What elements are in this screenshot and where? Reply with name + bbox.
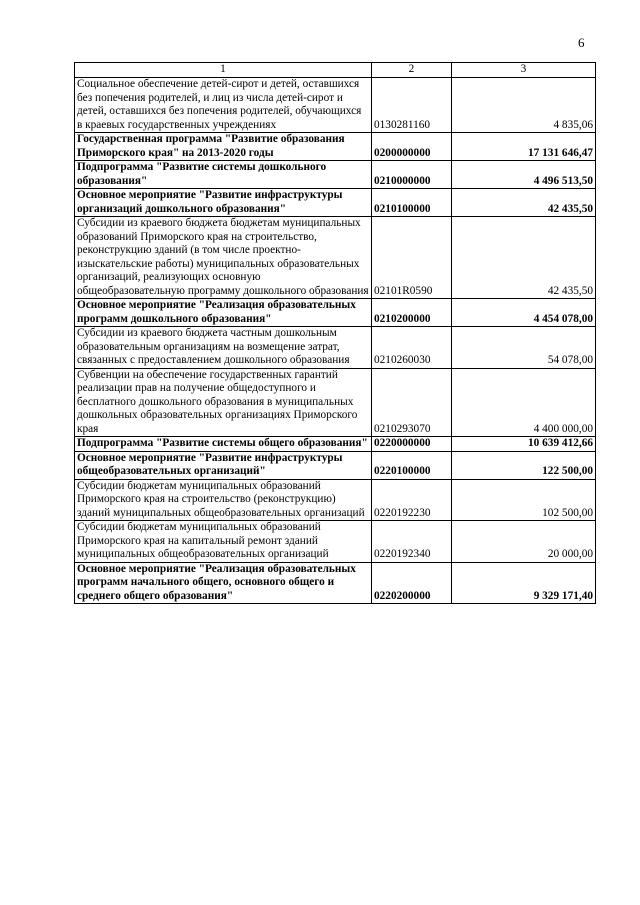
row-amount-cell: 4 496 513,50 (452, 161, 596, 189)
row-amount-cell: 42 435,50 (452, 217, 596, 299)
row-code-cell: 0210293070 (372, 368, 452, 437)
table-row (75, 437, 596, 452)
row-code-cell: 0130281160 (372, 78, 452, 133)
row-amount-cell: 4 835,06 (452, 78, 596, 133)
row-amount-cell: 17 131 646,47 (452, 133, 596, 161)
row-name-cell: Подпрограмма "Развитие системы общего образования" (75, 437, 372, 452)
row-amount-cell: 122 500,00 (452, 451, 596, 479)
row-code-cell: 0210000000 (372, 161, 452, 189)
budget-table (74, 62, 596, 604)
row-name-cell: Субвенции на обеспечение государственных гарантий реализации прав на получение общедоступного и бесплатного дошкольного образования в муниципальных дошкольных образовательных организациях Приморского края (75, 368, 372, 437)
row-name-cell: Государственная программа "Развитие образования Приморского края" на 2013-2020 годы (75, 133, 372, 161)
table-row (75, 521, 596, 563)
table-row (75, 133, 596, 161)
table-row (75, 78, 596, 133)
row-name-cell: Субсидии из краевого бюджета бюджетам муниципальных образований Приморского края на строительство, реконструкцию зданий (в том числе проектно-изыскательские работы) муниципальных образовательных организаций, реализующих основную общеобразовательную программу дошкольного образования (75, 217, 372, 299)
row-code-cell: 0220100000 (372, 451, 452, 479)
page-number: 6 (578, 35, 585, 50)
column-header-1: 1 (75, 63, 372, 78)
row-amount-cell: 9 329 171,40 (452, 562, 596, 604)
row-amount-cell: 42 435,50 (452, 189, 596, 217)
row-amount-cell: 54 078,00 (452, 327, 596, 369)
table-row (75, 479, 596, 521)
row-name-cell: Субсидии из краевого бюджета частным дошкольным образовательным организациям на возмещение затрат, связанных с предоставлением дошкольного образования (75, 327, 372, 369)
table-row (75, 217, 596, 299)
row-name-cell: Основное мероприятие "Реализация образовательных программ дошкольного образования" (75, 299, 372, 327)
table-row (75, 189, 596, 217)
row-name-cell: Подпрограмма "Развитие системы дошкольного образования" (75, 161, 372, 189)
row-name-cell: Основное мероприятие "Реализация образовательных программ начального общего, основного общего и среднего общего образования" (75, 562, 372, 604)
table-row (75, 562, 596, 604)
table-body (75, 78, 596, 604)
row-name-cell: Социальное обеспечение детей-сирот и детей, оставшихся без попечения родителей, и лиц из числа детей-сирот и детей, оставшихся без попечения родителей, обучающихся в краевых государственных учреждениях (75, 78, 372, 133)
table-row (75, 327, 596, 369)
row-amount-cell: 4 400 000,00 (452, 368, 596, 437)
row-code-cell: 0220192340 (372, 521, 452, 563)
row-name-cell: Основное мероприятие "Развитие инфраструктуры организаций дошкольного образования" (75, 189, 372, 217)
row-amount-cell: 20 000,00 (452, 521, 596, 563)
table-row (75, 368, 596, 437)
row-amount-cell: 10 639 412,66 (452, 437, 596, 452)
table-row (75, 299, 596, 327)
row-amount-cell: 4 454 078,00 (452, 299, 596, 327)
table-row (75, 451, 596, 479)
row-code-cell: 0210100000 (372, 189, 452, 217)
row-amount-cell: 102 500,00 (452, 479, 596, 521)
table-row (75, 161, 596, 189)
row-code-cell: 02101R0590 (372, 217, 452, 299)
row-name-cell: Субсидии бюджетам муниципальных образований Приморского края на строительство (реконструкцию) зданий муниципальных общеобразовательных организаций (75, 479, 372, 521)
row-code-cell: 0220000000 (372, 437, 452, 452)
row-code-cell: 0220192230 (372, 479, 452, 521)
row-code-cell: 0210200000 (372, 299, 452, 327)
row-name-cell: Основное мероприятие "Развитие инфраструктуры общеобразовательных организаций" (75, 451, 372, 479)
row-code-cell: 0200000000 (372, 133, 452, 161)
row-name-cell: Субсидии бюджетам муниципальных образований Приморского края на капитальный ремонт зданий муниципальных общеобразовательных организаций (75, 521, 372, 563)
column-header-2: 2 (372, 63, 452, 78)
table-header-row (75, 63, 596, 78)
row-code-cell: 0220200000 (372, 562, 452, 604)
column-header-3: 3 (452, 63, 596, 78)
row-code-cell: 0210260030 (372, 327, 452, 369)
